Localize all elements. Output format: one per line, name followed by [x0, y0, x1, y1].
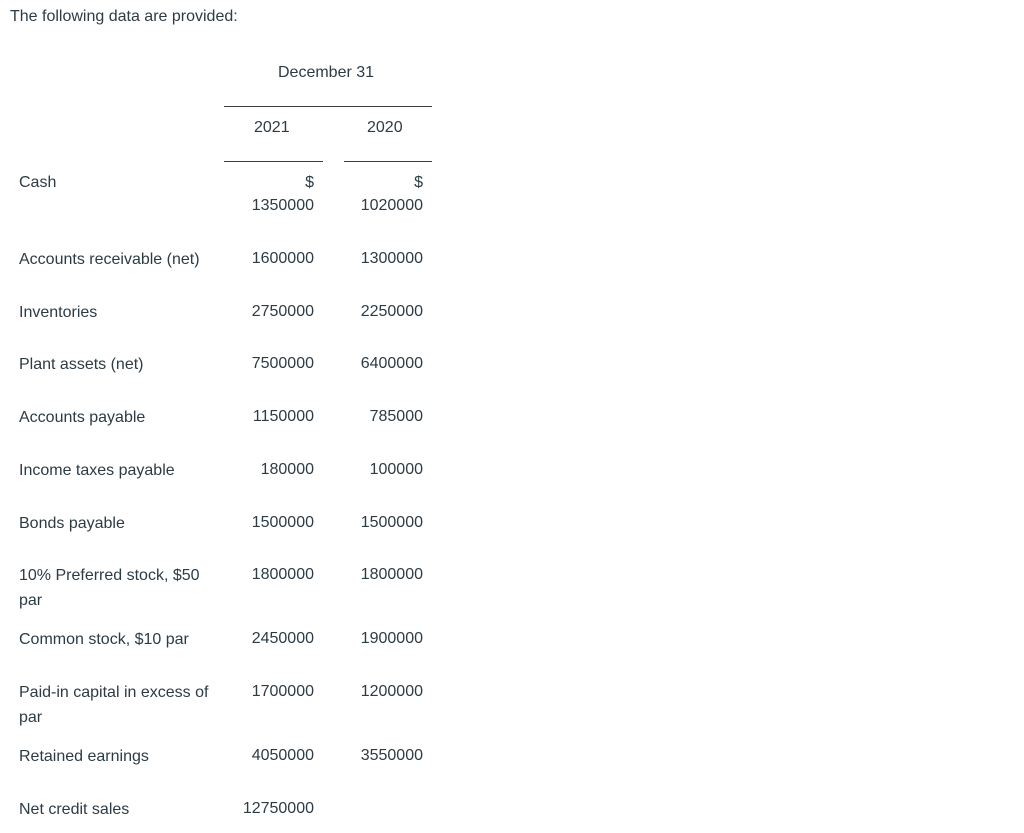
row-label-accounts-receivable: Accounts receivable (net) [19, 251, 200, 268]
row-label-cash: Cash [19, 174, 57, 191]
income-taxes-payable-2020-value: 100000 [369, 461, 423, 478]
paid-in-capital-2021-value: 1700000 [251, 683, 314, 700]
row-label-preferred-stock: 10% Preferred stock, $50 par [19, 567, 200, 609]
row-label-net-credit-sales: Net credit sales [19, 801, 130, 818]
row-label-inventories: Inventories [19, 304, 98, 321]
year-heading-2021: 2021 [254, 119, 290, 136]
inventories-2021-value: 2750000 [251, 303, 314, 320]
bonds-payable-2020-value: 1500000 [360, 514, 423, 531]
row-label-accounts-payable: Accounts payable [19, 409, 146, 426]
accounts-receivable-2021-value: 1600000 [251, 250, 314, 267]
inventories-2020-value: 2250000 [360, 303, 423, 320]
period-rule [224, 106, 432, 107]
row-label-plant-assets: Plant assets (net) [19, 356, 144, 373]
net-credit-sales-2021-value: 12750000 [242, 800, 314, 817]
cash-2021-value: 1350000 [251, 197, 314, 214]
row-label-retained-earnings: Retained earnings [19, 748, 149, 765]
income-taxes-payable-2021-value: 180000 [260, 461, 314, 478]
year-heading-2020: 2020 [367, 119, 403, 136]
row-label-income-taxes-payable: Income taxes payable [19, 462, 175, 479]
year-rule-2021 [224, 161, 323, 162]
preferred-stock-2021-value: 1800000 [251, 566, 314, 583]
retained-earnings-2021-value: 4050000 [251, 747, 314, 764]
plant-assets-2020-value: 6400000 [360, 355, 423, 372]
period-heading: December 31 [278, 64, 375, 81]
row-label-paid-in-capital: Paid-in capital in excess of par [19, 684, 209, 726]
currency-symbol-2020: $ [414, 174, 423, 191]
intro-text: The following data are provided: [10, 8, 238, 25]
accounts-payable-2021-value: 1150000 [252, 408, 314, 425]
preferred-stock-2020-value: 1800000 [360, 566, 423, 583]
currency-symbol-2021: $ [305, 174, 314, 191]
cash-2020-value: 1020000 [360, 197, 423, 214]
year-rule-2020 [344, 161, 432, 162]
row-label-common-stock: Common stock, $10 par [19, 631, 189, 648]
common-stock-2020-value: 1900000 [360, 630, 423, 647]
retained-earnings-2020-value: 3550000 [360, 747, 423, 764]
accounts-payable-2020-value: 785000 [369, 408, 423, 425]
common-stock-2021-value: 2450000 [251, 630, 314, 647]
paid-in-capital-2020-value: 1200000 [360, 683, 423, 700]
bonds-payable-2021-value: 1500000 [251, 514, 314, 531]
row-label-bonds-payable: Bonds payable [19, 515, 125, 532]
plant-assets-2021-value: 7500000 [251, 355, 314, 372]
accounts-receivable-2020-value: 1300000 [360, 250, 423, 267]
